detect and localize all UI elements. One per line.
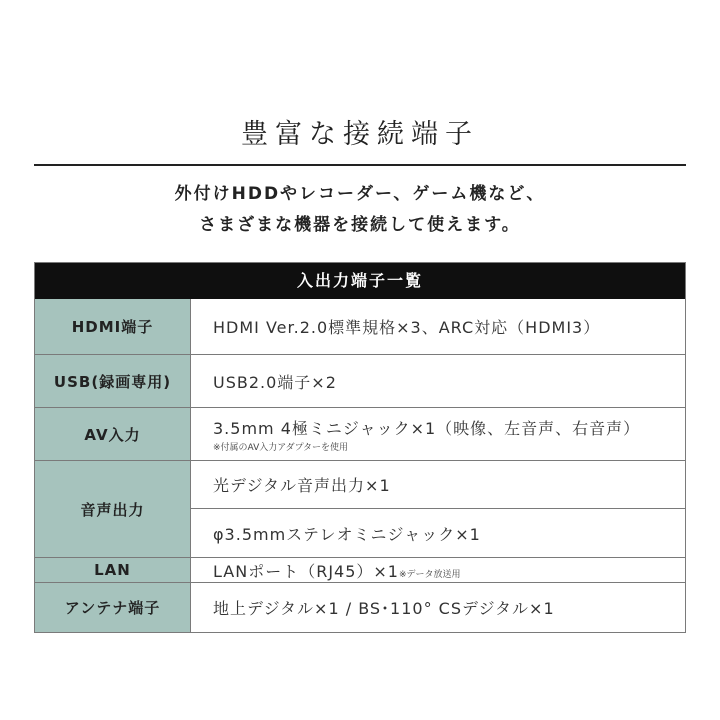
row-value-audio-out-mini	[190, 509, 685, 557]
spec-table	[34, 262, 686, 633]
row-value-usb-text: USB2.0端子×2	[213, 372, 337, 392]
row-value-audio-out-mini-text: φ3.5mmステレオミニジャック×1	[213, 524, 481, 544]
row-value-audio-out-optical-text: 光デジタル音声出力×1	[213, 476, 391, 495]
subtitle-line-1: 外付けHDDやレコーダー、ゲーム機など、	[174, 184, 546, 204]
row-value-hdmi	[190, 299, 685, 354]
row-value-lan-line	[213, 559, 685, 582]
row-value-av	[190, 408, 685, 460]
row-label-av: AV入力	[35, 408, 190, 460]
row-value-lan-note: ※データ放送用	[398, 569, 461, 580]
row-label-usb: USB(録画専用)	[35, 355, 190, 407]
subtitle	[0, 179, 720, 241]
row-label-audio-out: 音声出力	[35, 461, 190, 557]
column-divider	[190, 299, 191, 632]
row-label-antenna: アンテナ端子	[35, 583, 190, 632]
row-label-hdmi: HDMI端子	[35, 299, 190, 354]
title-divider	[34, 164, 686, 166]
table-header: 入出力端子一覧	[35, 263, 685, 299]
row-value-av-text: 3.5mm 4極ミニジャック×1（映像、左音声、右音声）	[213, 418, 641, 438]
row-value-antenna-text: 地上デジタル×1 / BS･110° CSデジタル×1	[213, 599, 555, 618]
row-value-lan-text: LANポート（RJ45）×1	[213, 561, 399, 581]
row-value-lan	[190, 558, 685, 582]
row-value-hdmi-text: HDMI Ver.2.0標準規格×3、ARC対応（HDMI3）	[213, 318, 601, 337]
page-title: 豊富な接続端子	[241, 119, 479, 150]
row-value-usb	[190, 355, 685, 407]
subtitle-line-2: さまざまな機器を接続して使えます。	[199, 215, 521, 235]
row-value-av-note: ※付属のAV入力アダプターを使用	[213, 442, 349, 453]
row-label-lan: LAN	[35, 558, 190, 582]
row-value-audio-out-optical	[190, 461, 685, 508]
row-value-antenna	[190, 583, 685, 632]
